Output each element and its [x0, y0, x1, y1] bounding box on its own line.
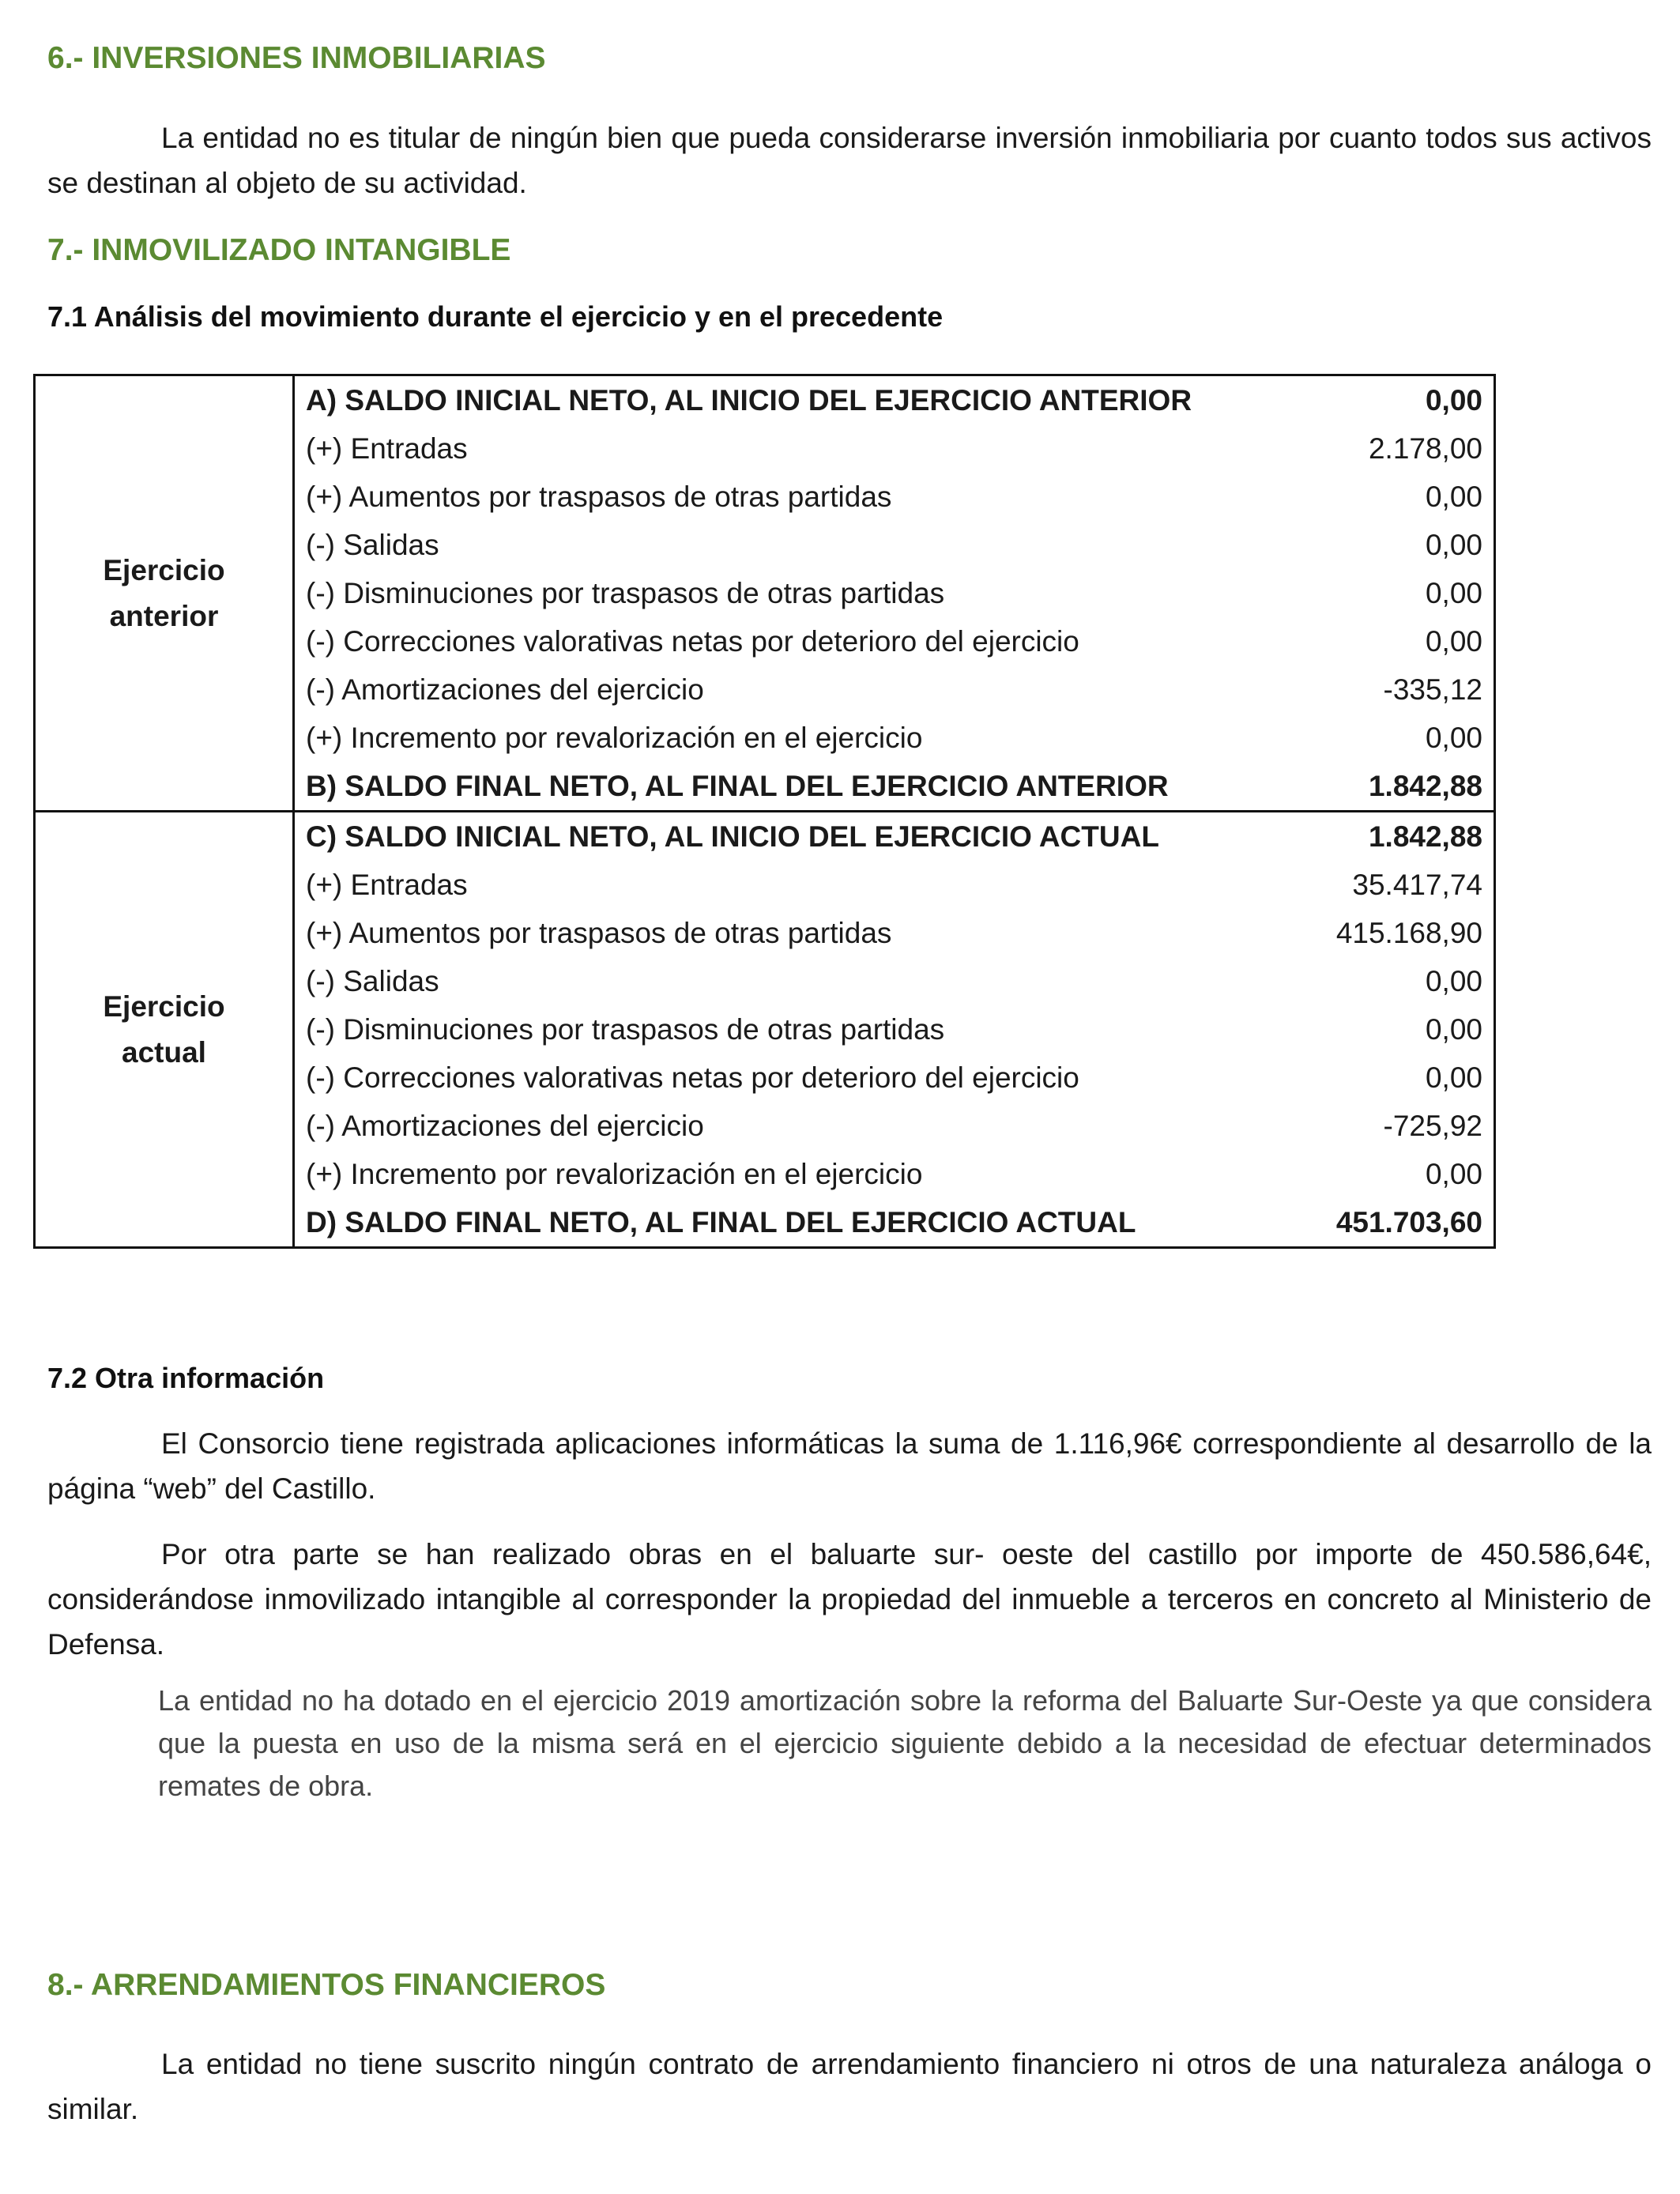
row-value: 0,00	[1282, 521, 1495, 569]
row-value: 35.417,74	[1282, 861, 1495, 909]
row-value: 0,00	[1282, 569, 1495, 617]
section-6-heading: 6.- INVERSIONES INMOBILIARIAS	[47, 41, 546, 75]
row-value: 0,00	[1282, 473, 1495, 521]
section-7-2-paragraph-2: Por otra parte se han realizado obras en el baluarte sur- oeste del castillo por importe de 450.586,64€, considerándose inmovilizado intangible al corresponder la propiedad del inmueble a terceros en concreto al Ministerio de Defensa.	[47, 1538, 1652, 1661]
row-desc: A) SALDO INICIAL NETO, AL INICIO DEL EJERCICIO ANTERIOR	[294, 375, 1282, 425]
row-value: 451.703,60	[1282, 1198, 1495, 1248]
row-value: 1.842,88	[1282, 812, 1495, 861]
group-label-curr: Ejercicio actual	[35, 812, 294, 1248]
row-value: 2.178,00	[1282, 424, 1495, 473]
group-prev-year	[35, 375, 1495, 812]
row-value: -725,92	[1282, 1102, 1495, 1150]
section-7-2-paragraph-1: El Consorcio tiene registrada aplicaciones informáticas la suma de 1.116,96€ correspondiente al desarrollo de la página “web” del Castillo.	[47, 1427, 1652, 1505]
row-desc: (+) Entradas	[294, 861, 1282, 909]
section-7-2-paragraph-3: La entidad no ha dotado en el ejercicio 2019 amortización sobre la reforma del Baluarte Sur-Oeste ya que considera que la puesta en uso de la misma será en el ejercicio siguiente debido a la necesidad de efectuar determinados remates de obra.	[158, 1684, 1652, 1802]
group-label-prev: Ejercicio anterior	[35, 375, 294, 812]
section-8-paragraph: La entidad no tiene suscrito ningún contrato de arrendamiento financiero ni otros de una naturaleza análoga o similar.	[47, 2048, 1652, 2125]
row-desc: C) SALDO INICIAL NETO, AL INICIO DEL EJERCICIO ACTUAL	[294, 812, 1282, 861]
row-desc: (-) Disminuciones por traspasos de otras partidas	[294, 569, 1282, 617]
section-6-paragraph: La entidad no es titular de ningún bien que pueda considerarse inversión inmobiliaria por cuanto todos sus activos se destinan al objeto de su actividad.	[47, 122, 1652, 199]
row-value: 1.842,88	[1282, 762, 1495, 812]
movement-table	[33, 374, 1496, 1249]
row-desc: (+) Aumentos por traspasos de otras partidas	[294, 473, 1282, 521]
row-desc: (-) Salidas	[294, 521, 1282, 569]
row-desc: (-) Disminuciones por traspasos de otras partidas	[294, 1005, 1282, 1054]
subsection-7-1-heading: 7.1 Análisis del movimiento durante el ejercicio y en el precedente	[47, 300, 944, 333]
section-7-heading: 7.- INMOVILIZADO INTANGIBLE	[47, 233, 511, 267]
subsection-7-2-heading: 7.2 Otra información	[47, 1362, 325, 1394]
row-desc: (+) Incremento por revalorización en el ejercicio	[294, 714, 1282, 762]
row-desc: (-) Correcciones valorativas netas por deterioro del ejercicio	[294, 1054, 1282, 1102]
group-curr-year	[35, 812, 1495, 1248]
row-desc: (+) Aumentos por traspasos de otras partidas	[294, 909, 1282, 957]
row-value: 0,00	[1282, 1054, 1495, 1102]
row-value: 0,00	[1282, 1005, 1495, 1054]
row-desc: (-) Salidas	[294, 957, 1282, 1005]
row-desc: (-) Correcciones valorativas netas por deterioro del ejercicio	[294, 617, 1282, 665]
row-desc: D) SALDO FINAL NETO, AL FINAL DEL EJERCICIO ACTUAL	[294, 1198, 1282, 1248]
row-desc: (-) Amortizaciones del ejercicio	[294, 665, 1282, 714]
row-value: 0,00	[1282, 957, 1495, 1005]
row-value: 0,00	[1282, 617, 1495, 665]
row-value: 415.168,90	[1282, 909, 1495, 957]
row-value: -335,12	[1282, 665, 1495, 714]
row-desc: (+) Incremento por revalorización en el ejercicio	[294, 1150, 1282, 1198]
row-value: 0,00	[1282, 714, 1495, 762]
section-8-heading: 8.- ARRENDAMIENTOS FINANCIEROS	[47, 1968, 606, 2002]
row-desc: (-) Amortizaciones del ejercicio	[294, 1102, 1282, 1150]
row-desc: (+) Entradas	[294, 424, 1282, 473]
row-value: 0,00	[1282, 375, 1495, 425]
row-value: 0,00	[1282, 1150, 1495, 1198]
row-desc: B) SALDO FINAL NETO, AL FINAL DEL EJERCICIO ANTERIOR	[294, 762, 1282, 812]
